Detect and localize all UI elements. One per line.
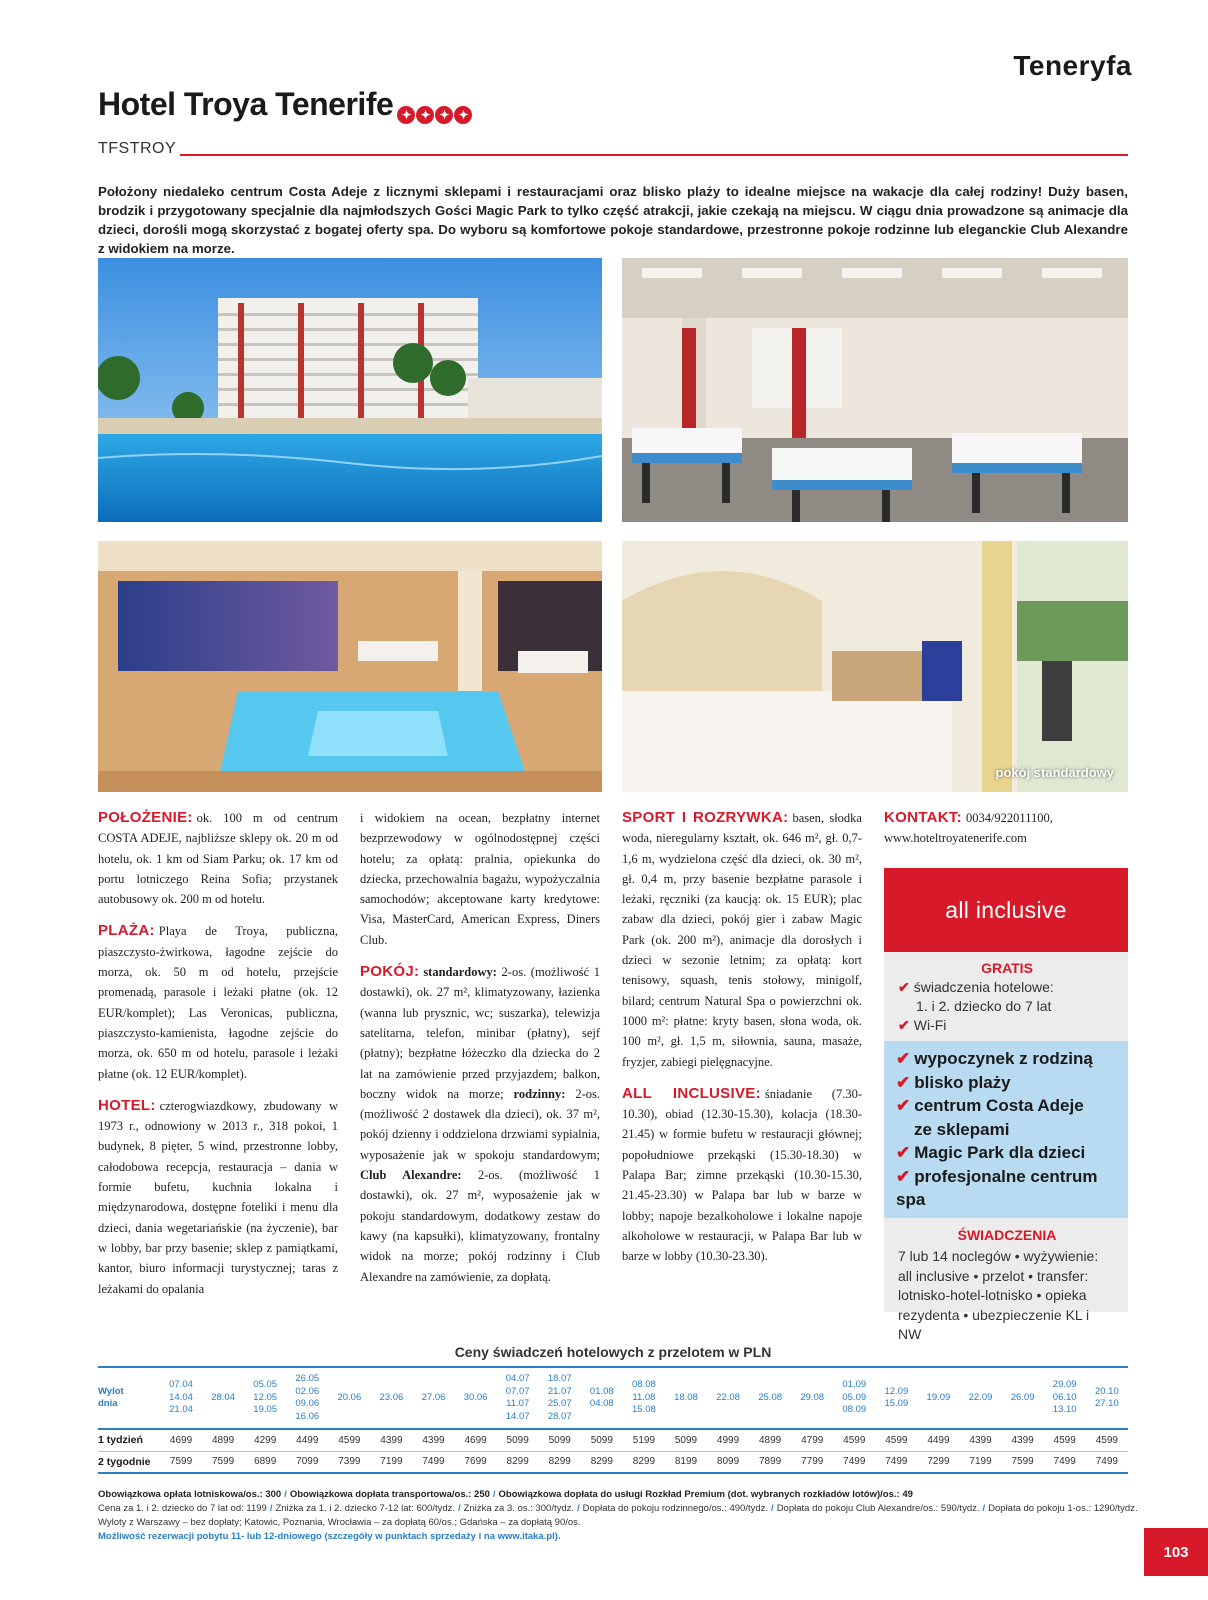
text-column-3: [622, 808, 862, 1279]
price-row-2-weeks: [98, 1451, 1128, 1473]
contact-website[interactable]: www.hoteltroyatenerife.com: [884, 831, 1027, 845]
row-label: Wylot dnia: [98, 1367, 160, 1429]
intro-text: Położony niedaleko centrum Costa Adeje z licznymi sklepami i restauracjami oraz blisko plaży to idealne miejsce na wakacje dla całej rodziny! Duży basen, brodzik i przygotowany specjalnie dla najmłodszych Gości Magic Park to tylko część atrakcji, jakie czekają na miejscu. W ciągu dnia prowadzone są animacje dla dzieci, dorośli mogą skorzystać z bogatej oferty spa. Do wyboru są komfortowe pokoje standardowe, przestronne pokoje rodzinne lub eleganckie Club Alexandre z widokiem na morze.: [98, 184, 1128, 256]
price-cell: 7499: [1044, 1451, 1086, 1473]
departure-date-cell: 08.08 11.08 15.08: [623, 1367, 665, 1429]
price-cell: 7199: [959, 1451, 1001, 1473]
star-icon: ✦: [416, 106, 434, 124]
departure-date-cell: 22.08: [707, 1367, 749, 1429]
departure-date-cell: 26.05 02.06 09.06 16.06: [286, 1367, 328, 1429]
price-cell: 4599: [1086, 1429, 1128, 1451]
price-cell: 4899: [749, 1429, 791, 1451]
header-divider: [180, 154, 1128, 156]
section-sport: SPORT I ROZRYWKA: basen, słodka woda, nieregularny kształt, ok. 646 m², gł. 0,7-1,6 m, wydzielona część dla dzieci, ok. 30 m², gł. 0,4 m, przy basenie bezpłatne parasole i leżaki, ręczniki (za kaucją: ok. 15 EUR); plac zabaw dla dzieci, pokój gier i zabaw Magic Park (ok. 200 m²), animacje dla dorosłych i dzieci w sezonie letnim; za opłatą: kort tenisowy, squash, tenis stołowy, minigolf, bilard; centrum Natural Spa o powierzchni ok. 1000 m²: płatne: kryty basen, słona woda, ok. 100 m², gł. 1,5 m, siłownia, sauna, masaże, fryzjer, zabiegi pielęgnacyjne.: [622, 809, 862, 1069]
departure-date-cell: 01.08 04.08: [581, 1367, 623, 1429]
price-cell: 4599: [875, 1429, 917, 1451]
gratis-item: ✔ świadczenia hotelowe:: [898, 979, 1054, 995]
departure-date-cell: 22.09: [959, 1367, 1001, 1429]
price-cell: 8299: [623, 1451, 665, 1473]
check-icon: ✔: [896, 1143, 911, 1162]
text-column-4: [884, 808, 1128, 848]
contact-phone: 0034/922011100,: [965, 811, 1053, 825]
departure-date-cell: 05.05 12.05 19.05: [244, 1367, 286, 1429]
price-cell: 5099: [497, 1429, 539, 1451]
price-cell: 7599: [1002, 1451, 1044, 1473]
check-icon: ✔: [896, 1049, 911, 1068]
star-icon: ✦: [435, 106, 453, 124]
price-cell: 5099: [665, 1429, 707, 1451]
price-cell: 7799: [791, 1451, 833, 1473]
price-cell: 8299: [539, 1451, 581, 1473]
price-cell: 4399: [1002, 1429, 1044, 1451]
all-inclusive-banner: all inclusive: [884, 868, 1128, 952]
departure-date-cell: 29.08: [791, 1367, 833, 1429]
price-cell: 4399: [959, 1429, 1001, 1451]
departure-date-cell: 04.07 07.07 11.07 14.07: [497, 1367, 539, 1429]
section-beach: PLAŻA: Playa de Troya, publiczna, piaszczysto-żwirkowa, łagodne zejście do morza, ok. 50 m od hotelu, przejście promenadą, parasole i leżaki płatne (ok. 12 EUR/komplet); Las Veronicas, publiczna, piaszczysto-kamienista, łagodne zejście do morza, ok. 650 m od hotelu, parasole i leżaki płatne (ok. 12 EUR/komplet).: [98, 922, 338, 1081]
section-all-inclusive: ALL INCLUSIVE: śniadanie (7.30-10.30), obiad (12.30-15.30), kolacja (18.30-21.45) w formie bufetu w restauracji głównej; popołudniowe przekąski (15.30-18.30) w Palapa Bar; zimne przekąski (10.30-15.30, 21.45-23.30) w Palapa bar lub w barze w lobby; napoje bezalkoholowe i lokalne napoje alkoholowe w restauracji, w Palapa Bar lub w barze w lobby (10.30-23.30).: [622, 1084, 863, 1264]
price-cell: 4299: [244, 1429, 286, 1451]
departure-date-cell: 25.08: [749, 1367, 791, 1429]
check-icon: ✔: [896, 1096, 911, 1115]
row-label: 1 tydzień: [98, 1429, 160, 1451]
check-icon: ✔: [896, 1166, 911, 1186]
price-cell: 7699: [455, 1451, 497, 1473]
services-heading: ŚWIADCZENIA: [957, 1226, 1057, 1243]
price-cell: 7499: [833, 1451, 875, 1473]
photo-spa-pool: [98, 541, 602, 792]
departure-date-cell: 07.04 14.04 21.04: [160, 1367, 202, 1429]
section-location: POŁOŻENIE: ok. 100 m od centrum COSTA ADEJE, najbliższe sklepy ok. 20 m od hotelu, ok. 1 km od Siam Parku; ok. 17 km od portu lotniczego Reina Sofia; przystanek autobusowy ok. 200 m od hotelu.: [98, 809, 338, 907]
section-hotel-continued: i widokiem na ocean, bezpłatny internet bezprzewodowy w ogólnodostępnej części hotelu; za opłatą: pralnia, opiekunka do dziecka, przechowalnia bagażu, wypożyczalnia samochodów; akceptowane karty kredytowe: Visa, MasterCard, American Express, Diners Club.: [360, 811, 600, 947]
price-cell: 7199: [370, 1451, 412, 1473]
departure-date-cell: 28.04: [202, 1367, 244, 1429]
hotel-title: [98, 86, 798, 127]
row-label: 2 tygodnie: [98, 1451, 160, 1473]
gratis-item: ✔ Wi-Fi: [898, 1017, 947, 1033]
price-cell: 4499: [917, 1429, 959, 1451]
price-cell: 8299: [581, 1451, 623, 1473]
price-table: [98, 1366, 1128, 1474]
price-cell: 4399: [370, 1429, 412, 1451]
star-rating: [397, 90, 473, 127]
price-cell: 7499: [412, 1451, 454, 1473]
departure-date-cell: 18.07 21.07 25.07 28.07: [539, 1367, 581, 1429]
price-cell: 8199: [665, 1451, 707, 1473]
highlights-list: [884, 1041, 1128, 1218]
gratis-section: [884, 952, 1128, 1041]
gratis-heading: GRATIS: [981, 960, 1033, 976]
photo-restaurant: [622, 258, 1128, 522]
price-cell: 4399: [412, 1429, 454, 1451]
departure-date-cell: 18.08: [665, 1367, 707, 1429]
price-cell: 4699: [455, 1429, 497, 1451]
highlight-item: ✔ Magic Park dla dzieci: [896, 1143, 1086, 1162]
departure-date-cell: 01.09 05.09 08.09: [833, 1367, 875, 1429]
section-heading: SPORT I ROZRYWKA:: [622, 809, 789, 826]
departure-date-cell: 26.09: [1002, 1367, 1044, 1429]
section-heading: ALL INCLUSIVE:: [622, 1084, 761, 1102]
footnote-line: Wyloty z Warszawy – bez dopłaty; Katowic, Poznania, Wrocławia – za dopłatą 60/os.; Gdańska – za dopłatą 90/os.: [98, 1517, 581, 1528]
section-room: POKÓJ: standardowy: 2-os. (możliwość 1 dostawki), ok. 27 m², klimatyzowany, łazienka (wanna lub prysznic, wc; suszarka), telewizja satelitarna, telefon, minibar (płatny), sejf (płatny); bezpłatne łóżeczko dla dziecka do 2 lat na zamówienie przed przyjazdem; balkon, boczny widok na morze; rodzinny: 2-os. (możliwość 2 dostawek dla dzieci), ok. 37 m², pokój dzienny i oddzielona drzwiami sypialnia, wyposażenie jak w spokoju standardowym; Club Alexandre: 2-os. (możliwość 1 dostawki), ok. 27 m², wyposażenie jak w pokoju standardowym, dodatkowy zestaw do kawy (na kapsułki), klimatyzowany, frontalny widok na morze; pokój rodzinny i Club Alexandre na zamówienie, za dopłatą.: [360, 963, 600, 1284]
price-cell: 7499: [1086, 1451, 1128, 1473]
price-cell: 7499: [875, 1451, 917, 1473]
included-services: [884, 1218, 1128, 1345]
photo-standard-room: [622, 541, 1128, 792]
departure-date-cell: 20.06: [328, 1367, 370, 1429]
departure-date-cell: 23.06: [370, 1367, 412, 1429]
price-cell: 7899: [749, 1451, 791, 1473]
check-icon: ✔: [898, 1017, 910, 1033]
price-cell: 6899: [244, 1451, 286, 1473]
departure-date-cell: 20.10 27.10: [1086, 1367, 1128, 1429]
price-cell: 8299: [497, 1451, 539, 1473]
price-cell: 4699: [160, 1429, 202, 1451]
check-icon: ✔: [898, 979, 910, 995]
price-cell: 4599: [1044, 1429, 1086, 1451]
price-row-1-week: [98, 1429, 1128, 1451]
departure-date-cell: 19.09: [917, 1367, 959, 1429]
gratis-item-detail: 1. i 2. dziecko do 7 lat: [916, 998, 1052, 1014]
photo-caption: pokój standardowy: [995, 765, 1114, 780]
hotel-code: TFSTROY: [98, 140, 177, 157]
price-cell: 7399: [328, 1451, 370, 1473]
footnote-line: Obowiązkowa opłata lotniskowa/os.: 300 / Obowiązkowa dopłata transportowa/os.: 250 / Obowiązkowa dopłata do usługi Rozkład Premium (dot. wybranych rozkładów lotów)/os.: 49: [98, 1489, 913, 1500]
highlight-item: ✔ blisko plaży: [896, 1072, 1011, 1092]
section-heading: POKÓJ:: [360, 963, 420, 981]
footnotes: [98, 1488, 1138, 1544]
price-cell: 4599: [328, 1429, 370, 1451]
photo-hotel-pool: [98, 258, 602, 522]
price-cell: 7299: [917, 1451, 959, 1473]
section-heading: PLAŻA:: [98, 922, 155, 940]
footnote-line: Możliwość rezerwacji pobytu 11- lub 12-dniowego (szczegóły w punktach sprzedaży i na www.itaka.pl).: [98, 1531, 561, 1542]
check-icon: ✔: [896, 1072, 911, 1092]
star-icon: ✦: [397, 106, 415, 124]
price-cell: 4499: [286, 1429, 328, 1451]
price-cell: 7599: [202, 1451, 244, 1473]
price-cell: 7099: [286, 1451, 328, 1473]
all-inclusive-box: [884, 868, 1128, 1342]
highlight-item: ✔ centrum Costa Adeje: [896, 1096, 1084, 1115]
price-cell: 5099: [539, 1429, 581, 1451]
departure-date-cell: 27.06: [412, 1367, 454, 1429]
section-hotel: HOTEL: czterogwiazdkowy, zbudowany w 1973 r., odnowiony w 2013 r., 318 pokoi, 1 budynek, 8 pięter, 5 wind, przestronne lobby, całodobowa recepcja, restauracja – dania w formie bufetu, kuchnia lokalna i międzynarodowa, dostępne foteliki i menu dla dzieci, dania wegetariańskie (na życzenie), bar w lobby, bar przy basenie; sklep z pamiątkami, kantor, biuro informacji turystycznej; taras z leżakami do opalania: [98, 1096, 338, 1296]
price-cell: 8099: [707, 1451, 749, 1473]
departure-date-cell: 29.09 06.10 13.10: [1044, 1367, 1086, 1429]
hotel-name: Hotel Troya Tenerife: [98, 86, 394, 122]
section-heading: POŁOŻENIE:: [98, 809, 193, 826]
price-table-title: Ceny świadczeń hotelowych z przelotem w PLN: [454, 1344, 772, 1360]
price-cell: 5099: [581, 1429, 623, 1451]
price-cell: 4799: [791, 1429, 833, 1451]
page-number: 103: [1144, 1528, 1208, 1576]
section-contact: [884, 808, 1128, 848]
price-cell: 7599: [160, 1451, 202, 1473]
section-heading: KONTAKT:: [884, 809, 962, 826]
departure-dates-row: [98, 1367, 1128, 1429]
highlight-item: ✔ wypoczynek z rodziną: [896, 1049, 1093, 1068]
price-cell: 4899: [202, 1429, 244, 1451]
highlight-item: ✔ profesjonalne centrum spa: [896, 1166, 1098, 1209]
footnote-line: Cena za 1. i 2. dziecko do 7 lat od: 1199 / Zniżka za 1. i 2. dziecko 7-12 lat: 600/tydz. / Zniżka za 3. os.: 300/tydz. / Dopłata do pokoju rodzinnego/os.: 490/tydz. / Dopłata do pokoju Club Alexandre/os.: 590/tydz. / Dopłata do pokoju 1-os.: 1290/tydz.: [98, 1503, 1138, 1514]
star-icon: ✦: [454, 106, 472, 124]
price-cell: 4999: [707, 1429, 749, 1451]
text-column-2: [360, 808, 600, 1299]
price-cell: 5199: [623, 1429, 665, 1451]
region-title: Teneryfa: [1013, 50, 1132, 81]
highlight-item-continued: ze sklepami: [914, 1119, 1010, 1139]
departure-date-cell: 30.06: [455, 1367, 497, 1429]
services-text: 7 lub 14 noclegów • wyżywienie: all inclusive • przelot • transfer: lotnisko-hotel-lotnisko • opieka rezydenta • ubezpieczenie KL i NW: [898, 1248, 1099, 1342]
price-cell: 4599: [833, 1429, 875, 1451]
section-heading: HOTEL:: [98, 1096, 156, 1114]
text-column-1: [98, 808, 338, 1311]
departure-date-cell: 12.09 15.09: [875, 1367, 917, 1429]
